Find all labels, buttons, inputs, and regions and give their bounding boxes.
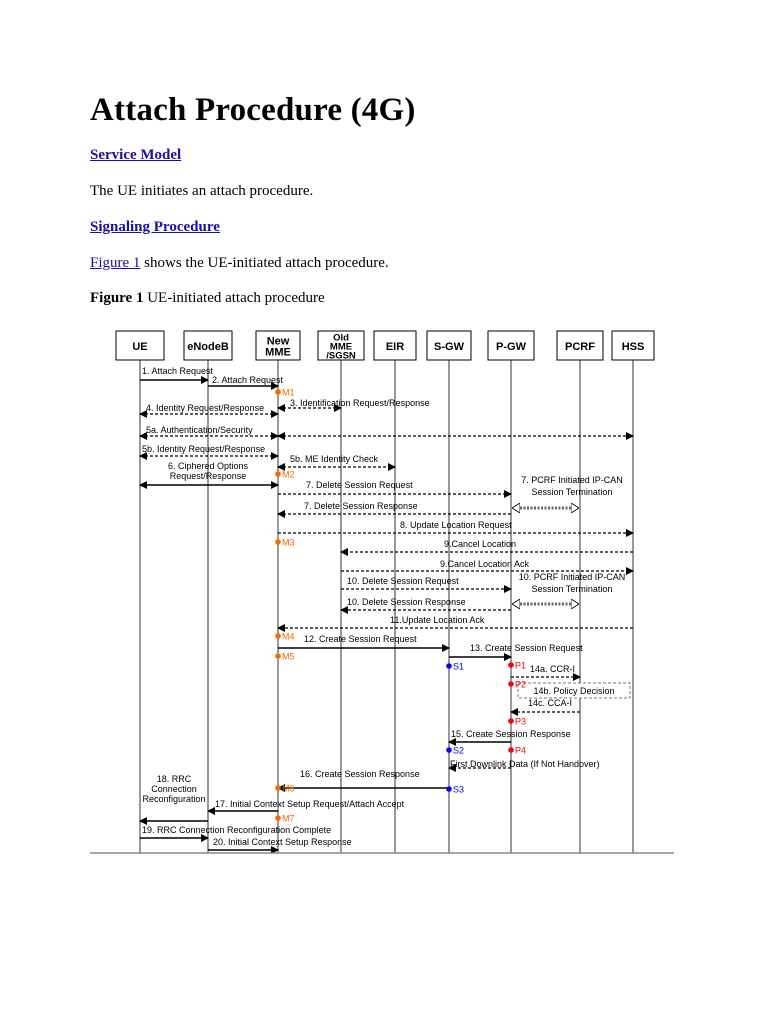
- figure-reference-paragraph: [90, 255, 389, 272]
- note-label: Session Termination: [531, 584, 613, 594]
- note-label: Session Termination: [531, 487, 613, 497]
- message-m12: [278, 631, 449, 648]
- message-label: Request/Response: [169, 471, 247, 481]
- entity-label: S-GW: [434, 340, 464, 353]
- figure-caption: [90, 290, 325, 307]
- message-m2: [208, 375, 284, 386]
- message-label: 3. Identification Request/Response: [290, 398, 430, 408]
- message-label: 18. RRC: [156, 774, 192, 784]
- marker-dot: [508, 662, 514, 668]
- marker-label: M1: [282, 387, 295, 398]
- attach-sequence-diagram: [88, 322, 678, 862]
- message-m9a: [341, 559, 633, 571]
- message-m20: [208, 837, 352, 850]
- entity-label: UE: [132, 340, 148, 353]
- note-n14b: [518, 683, 630, 698]
- note-label: 10. PCRF Initiated IP-CAN: [518, 572, 626, 582]
- message-label: 9.Cancel Location Ack: [440, 559, 530, 569]
- message-label: 6. Ciphered Options: [167, 461, 249, 471]
- message-m1: [140, 366, 214, 380]
- service-model-link[interactable]: Service Model: [90, 147, 182, 163]
- intro-text: The UE initiates an attach procedure.: [90, 183, 314, 199]
- message-label: 11.Update Location Ack: [390, 615, 485, 625]
- marker-label: P4: [515, 745, 527, 756]
- marker-label: S2: [453, 745, 465, 756]
- marker-dot: [508, 747, 514, 753]
- message-m5b1: [140, 444, 278, 456]
- marker-label: M3: [282, 537, 295, 548]
- entity-ue: [116, 331, 164, 360]
- entity-label: /SGSN: [326, 350, 356, 362]
- entity-label: HSS: [621, 340, 645, 353]
- marker-dot: [275, 815, 281, 821]
- entity-label: PCRF: [565, 340, 595, 353]
- note-label: 7. PCRF Initiated IP-CAN: [521, 475, 623, 485]
- message-label: 17. Initial Context Setup Request/Attach Accept: [215, 799, 405, 809]
- message-m3: [278, 398, 430, 408]
- entity-label: P-GW: [496, 340, 526, 353]
- message-label: Connection: [151, 784, 197, 794]
- marker-label: S3: [453, 784, 465, 795]
- entity-label: Old: [333, 332, 349, 344]
- message-label: 14a. CCR-I: [530, 664, 576, 674]
- message-m10a: [341, 576, 511, 589]
- message-label: First Downlink Data (If Not Handover): [450, 759, 600, 769]
- entity-label: MME: [329, 341, 353, 353]
- message-m14c: [511, 698, 580, 712]
- entity-new-mme: [256, 331, 300, 360]
- marker-dot: [446, 747, 452, 753]
- entity-pcrf: [557, 331, 603, 360]
- message-label: 12. Create Session Request: [304, 634, 417, 644]
- message-label: 15. Create Session Response: [451, 729, 571, 739]
- entity-label: New: [266, 335, 290, 348]
- marker-dot: [446, 786, 452, 792]
- message-label: 1. Attach Request: [142, 366, 214, 376]
- page-title: Attach Procedure (4G): [90, 92, 416, 128]
- marker-dot: [275, 653, 281, 659]
- message-m10b: [341, 597, 511, 610]
- message-label: 9.Cancel Location: [444, 539, 517, 549]
- message-label: 2. Attach Request: [212, 375, 284, 385]
- marker-label: P3: [515, 716, 527, 727]
- message-m7b: [278, 501, 511, 514]
- message-m4: [140, 403, 278, 414]
- marker-dot: [508, 718, 514, 724]
- message-m9: [341, 539, 633, 552]
- message-m18: [140, 774, 208, 821]
- figure-reference-text: shows the UE-initiated attach procedure.: [140, 255, 389, 271]
- marker-label: P2: [515, 679, 527, 690]
- figure-1-link[interactable]: Figure 1: [90, 255, 141, 271]
- marker-dot: [275, 471, 281, 477]
- marker-dot: [275, 539, 281, 545]
- message-label: 10. Delete Session Request: [347, 576, 459, 586]
- figure-caption-label: Figure 1: [90, 290, 144, 306]
- marker-dot: [275, 785, 281, 791]
- message-label: 5a. Authentication/Security: [146, 425, 253, 435]
- marker-dot: [275, 389, 281, 395]
- entity-enodeb: [184, 331, 232, 360]
- signaling-procedure-link[interactable]: Signaling Procedure: [90, 219, 220, 235]
- entity-label: EIR: [385, 340, 405, 353]
- note-n7: [513, 475, 623, 508]
- marker-label: P1: [515, 660, 527, 671]
- marker-label: M6: [282, 783, 295, 794]
- message-label: 8. Update Location Request: [400, 520, 512, 530]
- message-m13: [449, 643, 583, 657]
- message-label: 19. RRC Connection Reconfiguration Complete: [142, 825, 332, 835]
- entity-eir: [374, 331, 416, 360]
- message-m15: [449, 729, 571, 742]
- entity-label: eNodeB: [187, 340, 229, 353]
- message-label: 5b. Identity Request/Response: [142, 444, 266, 454]
- message-label: 4. Identity Request/Response: [146, 403, 265, 413]
- marker-dot: [275, 633, 281, 639]
- message-label: 14c. CCA-I: [528, 698, 573, 708]
- message-m6: [140, 461, 278, 485]
- message-label: Reconfiguration: [142, 794, 206, 804]
- entity-old-mme-sgsn: [318, 331, 364, 361]
- entity-label: MME: [265, 346, 291, 359]
- message-label: 20. Initial Context Setup Response: [213, 837, 352, 847]
- message-label: 13. Create Session Request: [470, 643, 583, 653]
- marker-label: M7: [282, 813, 295, 824]
- message-label: 7. Delete Session Response: [304, 501, 418, 511]
- marker-label: S1: [453, 661, 465, 672]
- message-m17: [208, 799, 405, 811]
- message-label: 10. Delete Session Response: [347, 597, 466, 607]
- note-n10: [513, 572, 625, 604]
- entity-p-gw: [488, 331, 534, 360]
- message-m5b2: [278, 454, 395, 467]
- note-label: 14b. Policy Decision: [533, 686, 615, 696]
- message-label: 16. Create Session Response: [300, 769, 420, 779]
- message-m16: [278, 769, 449, 788]
- marker-dot: [446, 663, 452, 669]
- message-label: 7. Delete Session Request: [306, 480, 413, 490]
- entity-hss: [612, 331, 654, 360]
- entity-s-gw: [427, 331, 471, 360]
- figure-caption-text: UE-initiated attach procedure: [143, 290, 325, 306]
- marker-label: M4: [282, 631, 295, 642]
- marker-dot: [508, 681, 514, 687]
- marker-label: M2: [282, 469, 295, 480]
- marker-label: M5: [282, 651, 295, 662]
- message-m5a1: [140, 425, 278, 436]
- message-m7a: [278, 480, 511, 494]
- message-mfd: [449, 759, 600, 769]
- message-label: 5b. ME Identity Check: [290, 454, 379, 464]
